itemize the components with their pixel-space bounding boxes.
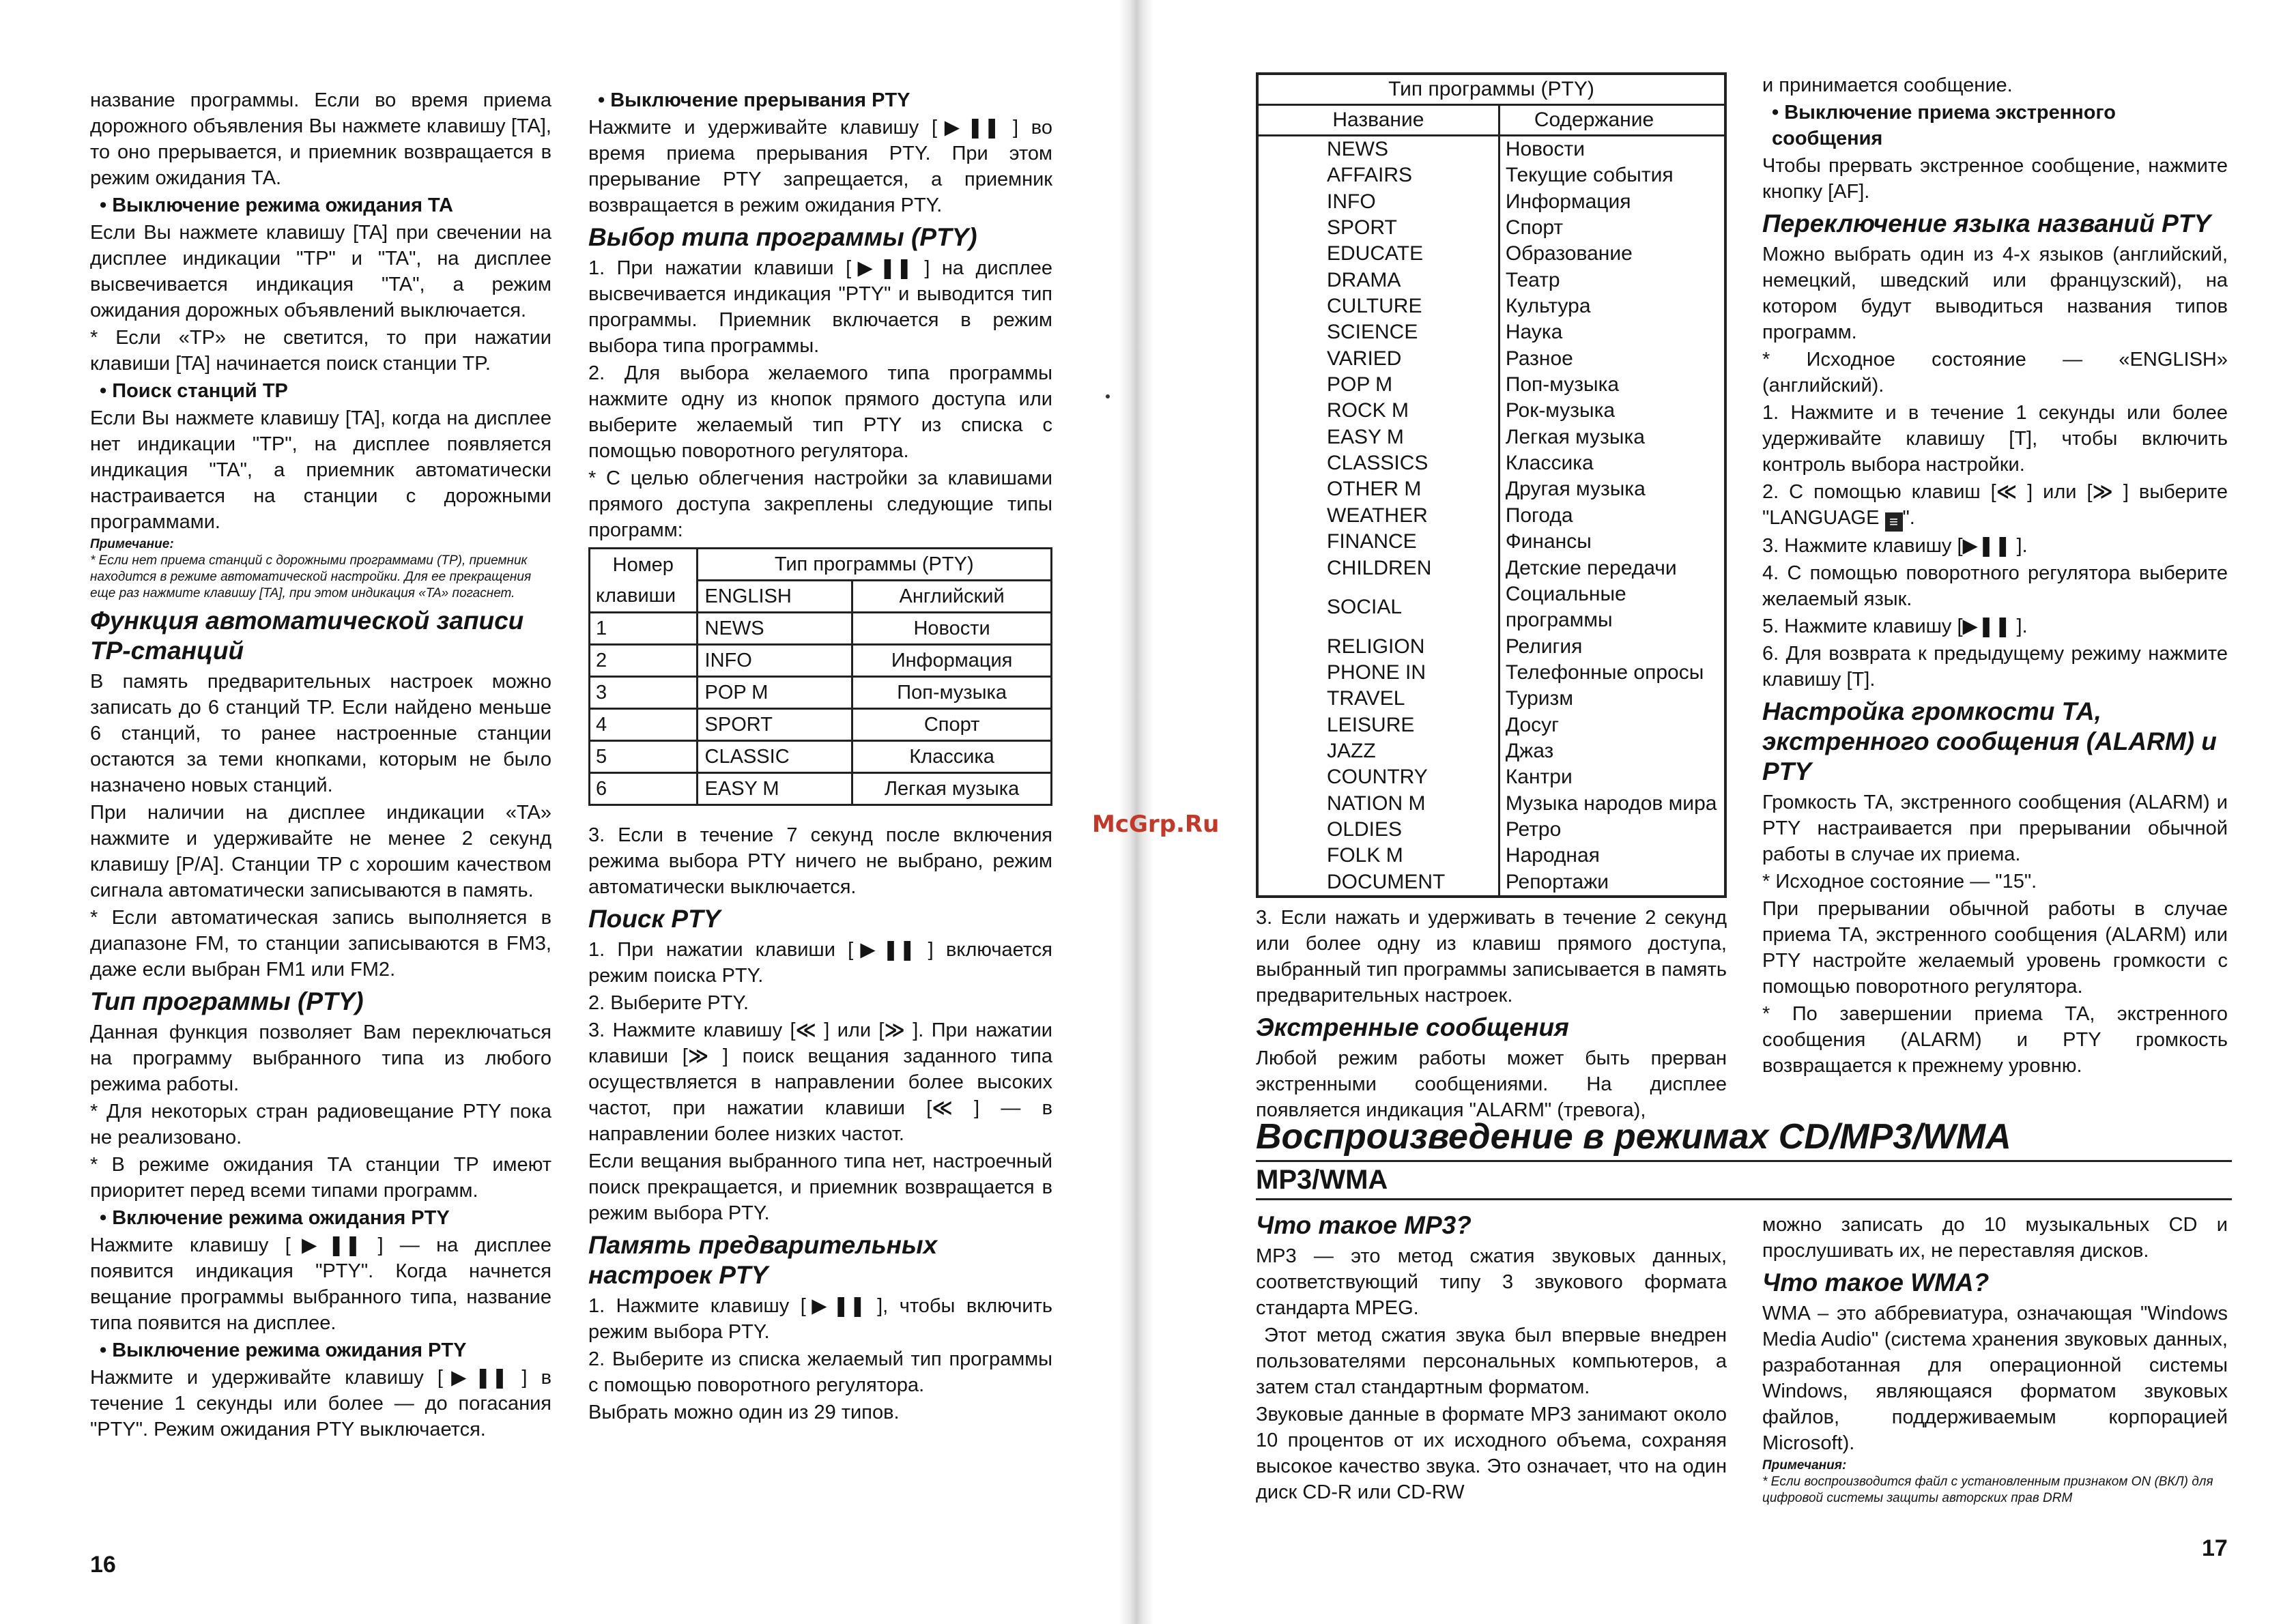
section-heading: Функция автоматической записи TP-станций	[90, 607, 524, 665]
paragraph: Любой режим работы может быть прерван экстренными сообщениями. На дисплее появляется индикация "ALARM" (тревога),	[1256, 1047, 1727, 1121]
table-row	[1257, 738, 1725, 764]
pty-content-cell: Музыка народов мира	[1505, 792, 1717, 815]
table-row	[590, 613, 1052, 645]
table-row	[1257, 476, 1725, 502]
paragraph: 1. Нажмите и в течение 1 секунды или более удерживайте клавишу [T], чтобы включить контроль выбора настройки.	[1762, 402, 2228, 476]
table-header-row	[1257, 74, 1725, 105]
pty-name-cell: OTHER M	[1257, 476, 1499, 502]
paragraph: Если Вы нажмете клавишу [TA] при свечении на дисплее индикации "TP" и "TA", на дисплее высвечивается индикация "TA", а режим ожидания дорожных объявлений выключается.	[90, 222, 551, 321]
paragraph: и принимается сообщение.	[1762, 74, 2013, 96]
pty-name-cell: OLDIES	[1257, 817, 1499, 843]
paragraph: В память предварительных настроек можно записать до 6 станций TP. Если найдено меньше 6 станций, то ранее настроенные станции остаются за теми кнопками, которым не было назначено новых станций.	[90, 671, 551, 796]
pty-name-cell: EDUCATE	[1257, 241, 1499, 267]
pty-content-cell: Образование	[1505, 242, 1633, 265]
header-cell: Название	[1257, 105, 1499, 136]
table-row	[1257, 581, 1725, 634]
paragraph: 3. Нажмите клавишу [≪ ] или [≫ ]. При нажатии клавиши [≫ ] поиск вещания заданного типа осуществляется в направлении более высоких частот, при нажатии клавиши [≪ ] — в направлении более низких частот.	[588, 1019, 1052, 1145]
watermark: McGrp.Ru	[1092, 811, 1220, 838]
table-cell: POP M	[697, 677, 852, 709]
section-heading: Переключение языка названий PTY	[1762, 209, 2211, 237]
table-cell: Информация	[852, 645, 1052, 677]
table-cell: EASY M	[697, 773, 852, 805]
table-row	[1257, 136, 1725, 163]
pty-content-cell: Джаз	[1505, 739, 1554, 762]
play-pause-icon: ▶❚❚	[1962, 535, 2011, 557]
pty-name-cell: FINANCE	[1257, 529, 1499, 555]
pty-name-cell: NATION M	[1257, 791, 1499, 817]
table-row	[590, 741, 1052, 773]
header-cell: Английский	[852, 581, 1052, 613]
right-column-2	[1762, 72, 2228, 1080]
table-cell: 1	[590, 613, 698, 645]
paragraph: WMA – это аббревиатура, означающая "Windows Media Audio" (система хранения звуковых данных, разработанная для операционной системы Windows, являющаяся форматом звуковых файлов, поддерживаемым корпорацией Microsoft).	[1762, 1303, 2228, 1454]
pty-content-cell: Рок-музыка	[1505, 399, 1616, 422]
section-heading: Поиск PTY	[588, 905, 721, 933]
paragraph: 1. Нажмите клавишу [▶❚❚ ], чтобы включить режим выбора PTY.	[588, 1295, 1053, 1343]
table-cell: Легкая музыка	[852, 773, 1052, 805]
table-cell: 3	[590, 677, 698, 709]
pty-content-cell: Народная	[1505, 844, 1600, 867]
paragraph: Чтобы прервать экстренное сообщение, нажмите кнопку [AF].	[1762, 155, 2228, 203]
pty-name-cell: SCIENCE	[1257, 319, 1499, 345]
pty-content-cell: Театр	[1505, 268, 1560, 291]
title-rule	[1256, 1160, 2232, 1162]
section-subtitle: MP3/WMA	[1256, 1165, 1388, 1195]
table-row	[1257, 267, 1725, 293]
table-row	[1257, 162, 1725, 188]
pty-content-cell: Кантри	[1505, 766, 1573, 789]
table-row	[1257, 817, 1725, 843]
pty-content-cell: Ретро	[1505, 817, 1562, 841]
note-title: Примечание:	[90, 537, 174, 551]
table-cell: Классика	[852, 741, 1052, 773]
paragraph: Данная функция позволяет Вам переключаться на программу выбранного типа из любого режима работы.	[90, 1021, 551, 1095]
paragraph: * Если автоматическая запись выполняется в диапазоне FM, то станции записываются в FM3, даже если выбран FM1 или FM2.	[90, 905, 551, 983]
section-heading: Тип программы (PTY)	[90, 987, 364, 1015]
table-row	[1257, 241, 1725, 267]
header-cell: ENGLISH	[697, 581, 852, 613]
pty-name-cell: FOLK M	[1257, 843, 1499, 869]
pty-name-cell: COUNTRY	[1257, 764, 1499, 790]
paragraph: Этот метод сжатия звука был впервые внедрен пользователями персональных компьютеров, а затем стал стандартным форматом.	[1256, 1324, 1727, 1398]
menu-icon: ≡	[1885, 512, 1903, 532]
play-pause-icon: ▶❚❚	[853, 939, 916, 961]
pty-content-cell: Детские передачи	[1505, 556, 1677, 579]
table-row	[1257, 555, 1725, 581]
paragraph: * В режиме ожидания ТА станции TP имеют приоритет перед всеми типами программ.	[90, 1152, 551, 1204]
pty-name-cell: JAZZ	[1257, 738, 1499, 764]
pty-name-cell: DRAMA	[1257, 267, 1499, 293]
pty-name-cell: PHONE IN	[1257, 660, 1499, 686]
pty-content-cell: Погода	[1505, 504, 1573, 527]
table-header-row	[1257, 105, 1725, 136]
table-cell: 5	[590, 741, 698, 773]
table-cell: SPORT	[697, 709, 852, 741]
paragraph: 1. При нажатии клавиши [▶❚❚ ] включается режим поиска PTY.	[588, 939, 1052, 987]
table-row	[1257, 398, 1725, 424]
bullet-heading: • Включение режима ожидания PTY	[90, 1205, 551, 1231]
paragraph: Громкость ТА, экстренного сообщения (ALARM) и PTY настраивается при прерывании обычной работы в случае их приема.	[1762, 792, 2228, 865]
next-icon: ≫	[2092, 481, 2113, 503]
paragraph: 2. Выберите из списка желаемый тип программы с помощью поворотного регулятора.	[588, 1348, 1052, 1396]
table-title: Тип программы (PTY)	[1257, 74, 1725, 105]
table-cell: Спорт	[852, 709, 1052, 741]
pty-name-cell: SPORT	[1257, 215, 1499, 241]
prev-icon: ≪	[795, 1019, 816, 1041]
section-title: Воспроизведение в режимах CD/MP3/WMA	[1256, 1117, 2011, 1157]
paragraph: Если Вы нажмете клавишу [TA], когда на дисплее нет индикации "TP", на дисплее появляется индикация "TA", а приемник автоматически настраивается на станции с дорожными программами.	[90, 407, 551, 533]
paragraph: * Если «TP» не светится, то при нажатии клавиши [TA] начинается поиск станции TP.	[90, 325, 551, 377]
table-row	[590, 645, 1052, 677]
paragraph: 2. С помощью клавиш [≪ ] или [≫ ] выберите "LANGUAGE ≡ ".	[1762, 481, 2228, 530]
table-row	[1257, 529, 1725, 555]
pty-name-cell: POP M	[1257, 372, 1499, 398]
next-icon: ≫	[687, 1045, 709, 1067]
paragraph: 4. С помощью поворотного регулятора выберите желаемый язык.	[1762, 562, 2228, 610]
header-cell: Тип программы (PTY)	[697, 549, 1051, 581]
paragraph: Нажмите клавишу [▶❚❚ ] — на дисплее появится индикация "PTY". Когда начнется вещание программы выбранного типа, название типа появится на дисплее.	[90, 1234, 552, 1334]
section-heading: Настройка громкости ТА, экстренного сообщения (ALARM) и PTY	[1762, 697, 2217, 785]
table-row	[1257, 450, 1725, 476]
pty-name-cell: CHILDREN	[1257, 555, 1499, 581]
prev-icon: ≪	[932, 1097, 953, 1119]
header-cell: клавиши	[590, 581, 698, 613]
table-row	[1257, 293, 1725, 319]
next-icon: ≫	[884, 1019, 905, 1041]
pty-content-cell: Другая музыка	[1505, 478, 1646, 501]
table-row	[590, 773, 1052, 805]
paragraph: * Для некоторых стран радиовещание PTY пока не реализовано.	[90, 1099, 551, 1150]
left-page	[0, 0, 1119, 1624]
mp3-column-2	[1762, 1212, 2228, 1507]
table-cell: CLASSIC	[697, 741, 852, 773]
paragraph: можно записать до 10 музыкальных CD и прослушивать их, не переставляя дисков.	[1762, 1214, 2228, 1262]
pty-rows	[1257, 136, 1725, 897]
pty-name-cell: CULTURE	[1257, 293, 1499, 319]
paragraph: Можно выбрать один из 4-х языков (английский, немецкий, шведский или французский), на котором будут выводиться названия типов программ.	[1762, 244, 2228, 343]
mp3-column-1	[1256, 1206, 1727, 1507]
pty-name-cell: AFFAIRS	[1257, 162, 1499, 188]
pty-content-cell: Информация	[1505, 190, 1631, 213]
pty-content-cell: Разное	[1505, 347, 1573, 370]
table-row	[1257, 424, 1725, 450]
play-pause-icon: ▶❚❚	[290, 1234, 362, 1256]
table-row	[590, 709, 1052, 741]
table-header-row	[590, 581, 1052, 613]
table-row	[1257, 686, 1725, 712]
table-row	[1257, 791, 1725, 817]
pty-content-cell: Туризм	[1505, 687, 1573, 710]
table-row	[1257, 764, 1725, 790]
pty-content-cell: Классика	[1505, 452, 1594, 475]
pty-name-cell: RELIGION	[1257, 634, 1499, 660]
section-heading: Выбор типа программы (PTY)	[588, 223, 977, 251]
pty-name-cell: TRAVEL	[1257, 686, 1499, 712]
paragraph: MP3 — это метод сжатия звуковых данных, соответствующий типу 3 звукового формата стандарта MPEG.	[1256, 1245, 1727, 1319]
pty-content-cell: Новости	[1505, 138, 1585, 160]
table-row	[1257, 660, 1725, 686]
page-number: 16	[90, 1552, 116, 1578]
header-cell: Содержание	[1499, 105, 1725, 136]
paragraph: * Исходное состояние — "15".	[1762, 869, 2228, 895]
table-cell: Новости	[852, 613, 1052, 645]
table-row	[1257, 319, 1725, 345]
pty-name-cell: EASY M	[1257, 424, 1499, 450]
paragraph: * С целью облегчения настройки за клавишами прямого доступа закреплены следующие типы программ:	[588, 465, 1052, 543]
table-row	[1257, 503, 1725, 529]
table-row	[1257, 843, 1725, 869]
bullet-heading: • Выключение режима ожидания PTY	[90, 1337, 551, 1363]
play-pause-icon: ▶❚❚	[805, 1295, 866, 1317]
table-row	[1257, 372, 1725, 398]
table-row	[1257, 869, 1725, 897]
paragraph: 3. Нажмите клавишу [▶❚❚ ].	[1762, 535, 2028, 557]
note-text: * Если нет приема станций с дорожными программами (TP), приемник находится в режиме автоматической настройки. Для ее прекращения еще раз нажмите клавишу [TA], при этом индикация «TA» погаснет.	[90, 553, 532, 600]
page-number: 17	[2202, 1535, 2228, 1561]
pty-content-cell: Досуг	[1505, 713, 1560, 736]
pty-content-cell: Наука	[1505, 321, 1563, 344]
table-cell: 4	[590, 709, 698, 741]
play-pause-icon: ▶❚❚	[937, 117, 1001, 139]
pty-content-cell: Спорт	[1505, 216, 1564, 240]
pty-name-cell: WEATHER	[1257, 503, 1499, 529]
note-title: Примечания:	[1762, 1458, 1847, 1473]
pty-name-cell: SOCIAL	[1257, 581, 1499, 634]
paragraph: 6. Для возврата к предыдущему режиму нажмите клавишу [T].	[1762, 643, 2228, 691]
play-pause-icon: ▶❚❚	[851, 257, 913, 279]
bullet-heading: • Поиск станций ТР	[90, 378, 551, 404]
paragraph: 2. Для выбора желаемого типа программы нажмите одну из кнопок прямого доступа или выберите желаемый тип PTY из списка с помощью поворотного регулятора.	[588, 362, 1052, 462]
table-cell: Поп-музыка	[852, 677, 1052, 709]
direct-access-table	[588, 547, 1052, 806]
subtitle-rule	[1256, 1198, 2232, 1200]
paragraph: 1. При нажатии клавиши [▶❚❚ ] на дисплее высвечивается индикация "PTY" и выводится тип программы. Приемник включается в режим выбора типа программы.	[588, 257, 1052, 357]
left-column-2	[588, 87, 1052, 1427]
paragraph: * По завершении приема ТА, экстренного сообщения (ALARM) и PTY громкость возвращается к прежнему уровню.	[1762, 1001, 2228, 1079]
paragraph: Звуковые данные в формате MP3 занимают около 10 процентов от их исходного объема, сохраняя высокое качество звука. Это означает, что на один диск CD-R или CD-RW	[1256, 1404, 1727, 1503]
left-column-1	[90, 87, 551, 1444]
table-cell: 2	[590, 645, 698, 677]
speck	[1106, 394, 1110, 398]
pty-name-cell: VARIED	[1257, 346, 1499, 372]
paragraph: Нажмите и удерживайте клавишу [▶❚❚ ] во время приема прерывания PTY. При этом прерывание PTY запрещается, а приемник возвращается в режим ожидания PTY.	[588, 117, 1052, 216]
note-text: * Если воспроизводится файл с установленным признаком ON (ВКЛ) для цифровой системы защиты авторских прав DRM	[1762, 1475, 2213, 1505]
table-row	[1257, 189, 1725, 215]
pty-content-cell: Религия	[1505, 635, 1583, 658]
paragraph: Если вещания выбранного типа нет, настроечный поиск прекращается, и приемник возвращается в режим выбора PTY.	[588, 1150, 1052, 1224]
bullet-heading: • Выключение приема экстренного сообщения	[1762, 100, 2228, 151]
right-page	[1153, 0, 2296, 1624]
play-pause-icon: ▶❚❚	[442, 1367, 508, 1389]
paragraph: название программы. Если во время приема дорожного объявления Вы нажмете клавишу [TA], то оно прерывается, и приемник возвращается в режим ожидания ТА.	[90, 89, 551, 189]
table-row	[1257, 712, 1725, 738]
table-cell: 6	[590, 773, 698, 805]
pty-content-cell: Репортажи	[1505, 870, 1609, 893]
paragraph: 3. Если нажать и удерживать в течение 2 секунд или более одну из клавиш прямого доступа, выбранный тип программы записывается в память предварительных настроек.	[1256, 906, 1727, 1006]
pty-name-cell: LEISURE	[1257, 712, 1499, 738]
pty-content-cell: Текущие события	[1505, 164, 1674, 187]
header-cell: Номер	[590, 549, 698, 581]
pty-content-cell: Поп-музыка	[1505, 373, 1620, 396]
pty-content-cell: Финансы	[1505, 530, 1592, 553]
right-column-1	[1256, 72, 1727, 1125]
table-row	[1257, 215, 1725, 241]
pty-name-cell: DOCUMENT	[1257, 869, 1499, 897]
section-heading: Память предварительных настроек PTY	[588, 1231, 938, 1289]
table-row	[590, 677, 1052, 709]
pty-name-cell: CLASSICS	[1257, 450, 1499, 476]
pty-content-cell: Социальные программы	[1505, 582, 1626, 632]
paragraph: При наличии на дисплее индикации «TA» нажмите и удерживайте не менее 2 секунд клавишу [P/A]. Станции ТР с хорошим качеством сигнала автоматически записываются в память.	[90, 802, 551, 901]
pty-table	[1256, 72, 1727, 898]
paragraph: При прерывании обычной работы в случае приема ТА, экстренного сообщения (ALARM) или PTY настройте желаемый уровень громкости с помощью поворотного регулятора.	[1762, 898, 2228, 998]
table-cell: NEWS	[697, 613, 852, 645]
bullet-heading: • Выключение прерывания PTY	[588, 87, 1052, 113]
pty-content-cell: Легкая музыка	[1505, 425, 1645, 448]
pty-name-cell: NEWS	[1257, 136, 1499, 163]
paragraph: 2. Выберите PTY.	[588, 992, 749, 1014]
table-row	[1257, 346, 1725, 372]
pty-name-cell: INFO	[1257, 189, 1499, 215]
right-column-1-text	[1256, 905, 1727, 1123]
paragraph: Нажмите и удерживайте клавишу [▶❚❚ ] в течение 1 секунды или более — до погасания "PTY". Режим ожидания PTY выключается.	[90, 1367, 551, 1440]
play-pause-icon: ▶❚❚	[1962, 615, 2011, 637]
section-heading: Что такое MP3?	[1256, 1211, 1472, 1239]
pty-content-cell: Культура	[1505, 295, 1591, 318]
paragraph: 5. Нажмите клавишу [▶❚❚ ].	[1762, 615, 2028, 637]
table-cell: INFO	[697, 645, 852, 677]
table-header-row	[590, 549, 1052, 581]
paragraph: * Исходное состояние — «ENGLISH» (английский).	[1762, 347, 2228, 398]
section-heading: Что такое WMA?	[1762, 1268, 1990, 1296]
paragraph: Выбрать можно один из 29 типов.	[588, 1402, 900, 1423]
section-heading: Экстренные сообщения	[1256, 1013, 1569, 1041]
bullet-heading: • Выключение режима ожидания ТА	[90, 192, 551, 218]
table-row	[1257, 634, 1725, 660]
paragraph: 3. Если в течение 7 секунд после включения режима выбора PTY ничего не выбрано, режим автоматически выключается.	[588, 824, 1052, 898]
pty-name-cell: ROCK M	[1257, 398, 1499, 424]
prev-icon: ≪	[1996, 481, 2018, 503]
pty-content-cell: Телефонные опросы	[1505, 661, 1704, 684]
